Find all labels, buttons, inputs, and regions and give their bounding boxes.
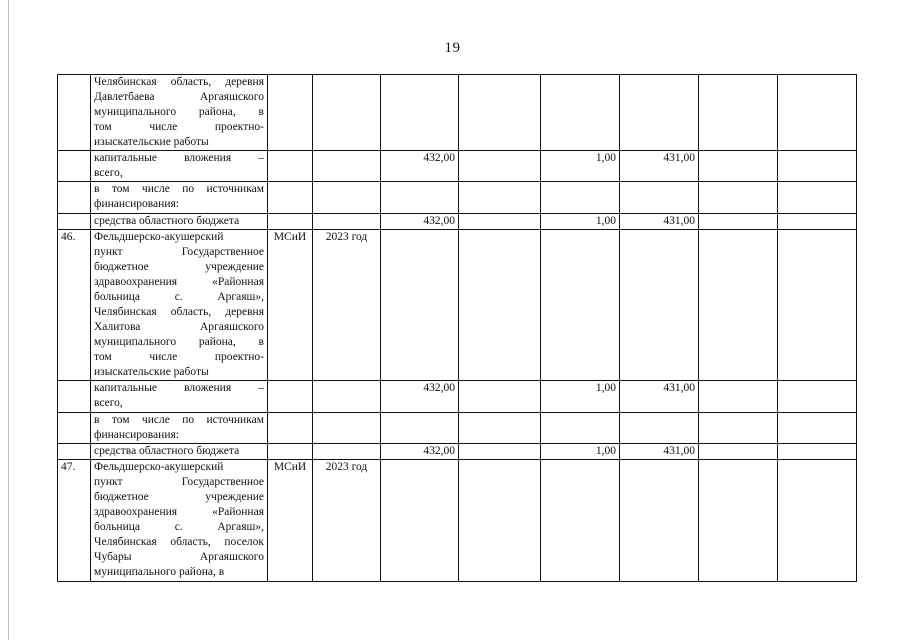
empty-cell	[778, 460, 857, 582]
name-line: Фельдшерско-акушерский	[94, 461, 224, 473]
name-line: капитальные вложения –	[94, 152, 264, 164]
object-name-cell	[91, 230, 268, 381]
year-cell	[313, 214, 381, 230]
amount-cell	[778, 413, 857, 444]
row-index-cell	[58, 151, 91, 182]
amount-cell	[699, 381, 778, 413]
name-line: Челябинская область, деревня	[94, 76, 264, 88]
object-name-cell	[91, 460, 268, 582]
total-amount-cell: 432,00	[381, 381, 459, 413]
total-amount-cell: 432,00	[381, 444, 459, 460]
name-line: в том числе по источникам	[94, 414, 264, 426]
row-index-cell: 46.	[58, 230, 91, 381]
year-cell	[313, 444, 381, 460]
empty-cell	[541, 460, 620, 582]
name-line: бюджетное учреждение	[94, 261, 264, 273]
empty-cell	[459, 230, 541, 381]
year-cell: 2023 год	[313, 230, 381, 381]
empty-cell	[778, 75, 857, 151]
amount-2023-cell	[541, 413, 620, 444]
name-line: бюджетное учреждение	[94, 491, 264, 503]
executor-cell	[268, 444, 313, 460]
amount-cell	[699, 214, 778, 230]
empty-cell	[699, 460, 778, 582]
row-index-cell	[58, 381, 91, 413]
empty-cell	[620, 75, 699, 151]
object-name-cell	[91, 413, 268, 444]
empty-cell	[699, 230, 778, 381]
name-line: больница с. Аргаяш»,	[94, 291, 264, 303]
financing-row	[58, 381, 857, 413]
empty-cell	[541, 230, 620, 381]
name-line: Халитова Аргаяшского	[94, 321, 264, 333]
name-line: муниципального района, в	[94, 106, 264, 118]
object-name-cell	[91, 151, 268, 182]
year-cell	[313, 151, 381, 182]
executor-cell: МСиИ	[268, 460, 313, 582]
amount-cell	[459, 182, 541, 214]
executor-cell: МСиИ	[268, 230, 313, 381]
amount-cell	[459, 151, 541, 182]
year-cell: 2023 год	[313, 460, 381, 582]
financing-row	[58, 182, 857, 214]
executor-cell	[268, 182, 313, 214]
empty-cell	[381, 230, 459, 381]
amount-2024-cell: 431,00	[620, 444, 699, 460]
object-name-cell	[91, 381, 268, 413]
amount-cell	[459, 444, 541, 460]
amount-cell	[699, 182, 778, 214]
object-name-cell	[91, 182, 268, 214]
amount-2023-cell: 1,00	[541, 214, 620, 230]
object-row	[58, 75, 857, 151]
name-line: Фельдшерско-акушерский	[94, 231, 224, 243]
name-line: всего,	[94, 167, 123, 179]
name-line: том числе проектно-	[94, 351, 264, 363]
amount-2023-cell: 1,00	[541, 381, 620, 413]
row-index-cell	[58, 413, 91, 444]
object-row	[58, 460, 857, 582]
total-amount-cell	[381, 413, 459, 444]
empty-cell	[381, 460, 459, 582]
name-line: Давлетбаева Аргаяшского	[94, 91, 264, 103]
amount-cell	[699, 413, 778, 444]
object-name-cell	[91, 214, 268, 230]
executor-cell	[268, 381, 313, 413]
executor-cell	[268, 151, 313, 182]
investment-objects-table	[57, 74, 857, 582]
amount-cell	[778, 444, 857, 460]
name-line: финансирования:	[94, 198, 179, 210]
amount-cell	[459, 381, 541, 413]
name-line: капитальные вложения –	[94, 382, 264, 394]
amount-2023-cell: 1,00	[541, 444, 620, 460]
year-cell	[313, 182, 381, 214]
name-line: Чубары Аргаяшского	[94, 551, 264, 563]
amount-2024-cell	[620, 182, 699, 214]
executor-cell	[268, 75, 313, 151]
amount-2024-cell: 431,00	[620, 214, 699, 230]
page-number: 19	[444, 40, 461, 56]
name-line: Челябинская область, поселок	[94, 536, 264, 548]
name-line: здравоохранения «Районная	[94, 276, 264, 288]
executor-cell	[268, 214, 313, 230]
object-name-cell	[91, 75, 268, 151]
name-line: больница с. Аргаяш»,	[94, 521, 264, 533]
empty-cell	[699, 75, 778, 151]
name-line: пункт Государственное	[94, 476, 264, 488]
empty-cell	[459, 75, 541, 151]
total-amount-cell: 432,00	[381, 214, 459, 230]
total-amount-cell: 432,00	[381, 151, 459, 182]
amount-cell	[699, 444, 778, 460]
name-line: муниципального района, в	[94, 566, 225, 578]
row-index-cell	[58, 75, 91, 151]
name-line: изыскательские работы	[94, 366, 209, 378]
name-line: изыскательские работы	[94, 136, 209, 148]
amount-2024-cell: 431,00	[620, 381, 699, 413]
total-amount-cell	[381, 182, 459, 214]
row-index-cell	[58, 182, 91, 214]
name-line: всего,	[94, 397, 123, 409]
empty-cell	[620, 230, 699, 381]
row-index-cell	[58, 214, 91, 230]
amount-cell	[699, 151, 778, 182]
financing-row	[58, 444, 857, 460]
empty-cell	[381, 75, 459, 151]
empty-cell	[541, 75, 620, 151]
empty-cell	[459, 460, 541, 582]
empty-cell	[620, 460, 699, 582]
executor-cell	[268, 413, 313, 444]
year-cell	[313, 413, 381, 444]
name-line: пункт Государственное	[94, 246, 264, 258]
name-line: финансирования:	[94, 429, 179, 441]
financing-row	[58, 413, 857, 444]
amount-cell	[778, 381, 857, 413]
object-name-cell	[91, 444, 268, 460]
amount-2024-cell	[620, 413, 699, 444]
object-row	[58, 230, 857, 381]
amount-cell	[778, 151, 857, 182]
year-cell	[313, 75, 381, 151]
scan-edge-line	[8, 0, 9, 640]
amount-2024-cell: 431,00	[620, 151, 699, 182]
amount-cell	[459, 214, 541, 230]
empty-cell	[778, 230, 857, 381]
row-index-cell	[58, 444, 91, 460]
amount-cell	[459, 413, 541, 444]
name-line: средства областного бюджета	[94, 445, 240, 457]
name-line: здравоохранения «Районная	[94, 506, 264, 518]
row-index-cell: 47.	[58, 460, 91, 582]
year-cell	[313, 381, 381, 413]
financing-row	[58, 214, 857, 230]
name-line: муниципального района, в	[94, 336, 264, 348]
amount-2023-cell	[541, 182, 620, 214]
name-line: в том числе по источникам	[94, 183, 264, 195]
name-line: Челябинская область, деревня	[94, 306, 264, 318]
amount-2023-cell: 1,00	[541, 151, 620, 182]
name-line: средства областного бюджета	[94, 215, 240, 227]
name-line: том числе проектно-	[94, 121, 264, 133]
amount-cell	[778, 182, 857, 214]
financing-row	[58, 151, 857, 182]
amount-cell	[778, 214, 857, 230]
